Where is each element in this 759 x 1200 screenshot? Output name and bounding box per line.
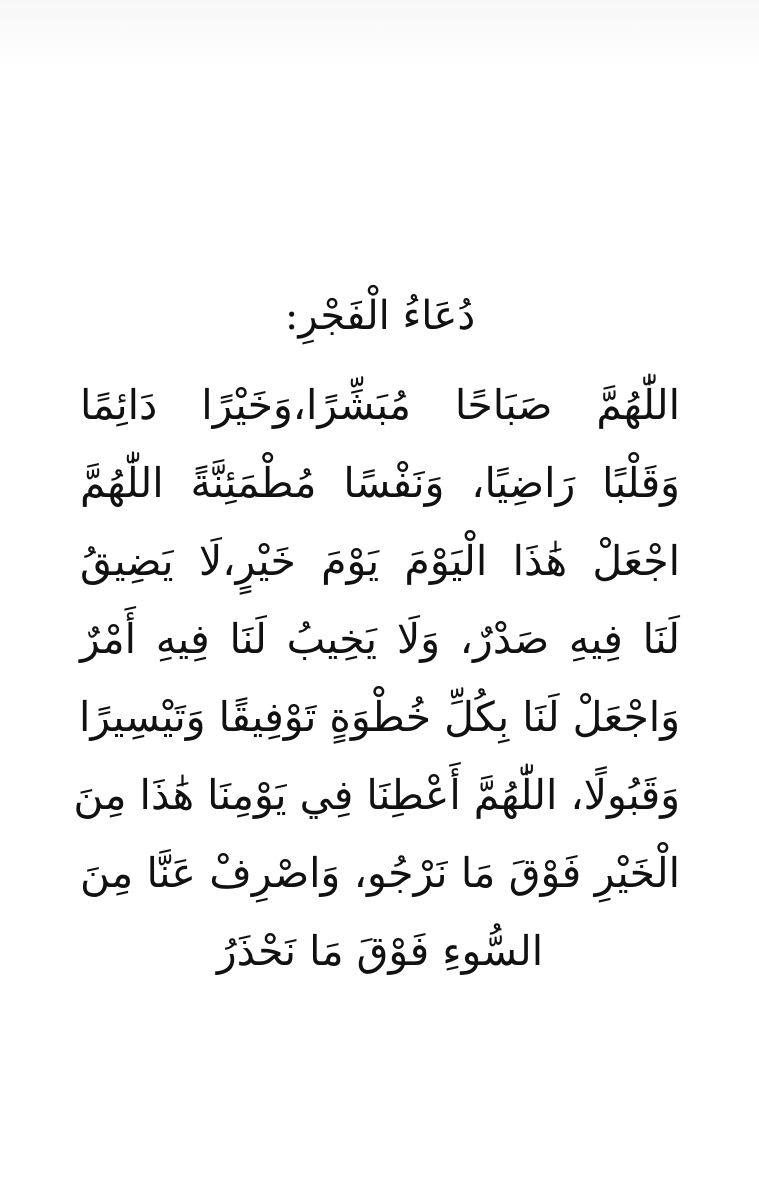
prayer-line: الْخَيْرِ فَوْقَ مَا نَرْجُو، وَاصْرِفْ عَنَّا مِنَ	[80, 849, 680, 897]
prayer-title: دُعَاءُ الْفَجْرِ:	[284, 293, 476, 339]
prayer-text-block	[73, 292, 680, 990]
prayer-line: اجْعَلْ هَٰذَا الْيَوْمَ يَوْمَ خَيْرٍ،لَا يَضِيقُ	[80, 537, 680, 585]
prayer-line: اللّٰهُمَّ صَبَاحًا مُبَشِّرًا،وَخَيْرًا دَائِمًا	[80, 381, 680, 429]
prayer-line: لَنَا فِيهِ صَدْرٌ، وَلَا يَخِيبُ لَنَا فِيهِ أَمْرٌ	[80, 615, 680, 663]
prayer-line: وَقَبُولًا، اللّٰهُمَّ أَعْطِنَا فِي يَوْمِنَا هَٰذَا مِنَ	[73, 771, 680, 819]
prayer-line: وَقَلْبًا رَاضِيًا، وَنَفْسًا مُطْمَئِنَّةً اللّٰهُمَّ	[80, 459, 680, 507]
prayer-line: السُّوءِ فَوْقَ مَا نَحْذَرُ	[216, 927, 544, 975]
prayer-lines	[73, 366, 680, 990]
prayer-line: وَاجْعَلْ لَنَا بِكُلِّ خُطْوَةٍ تَوْفِيقًا وَتَيْسِيرًا	[79, 693, 680, 741]
status-bar-area	[0, 0, 759, 70]
